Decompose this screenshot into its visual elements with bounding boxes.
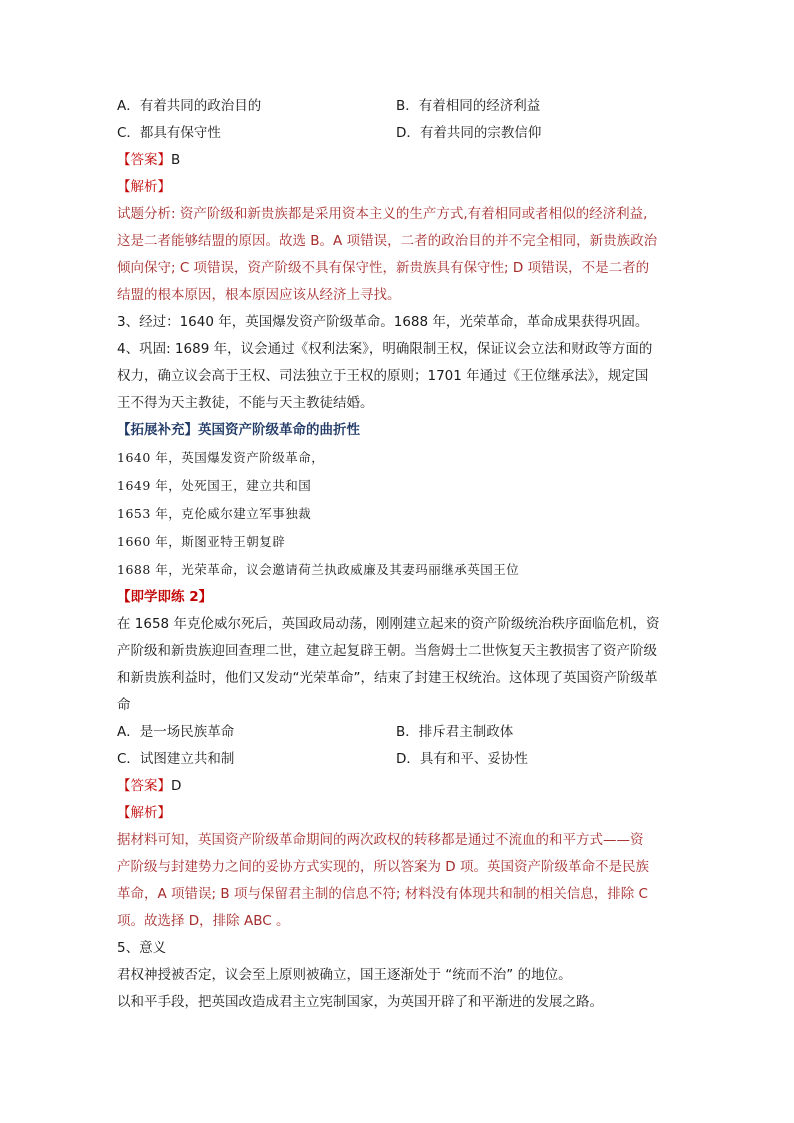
q1-option-a: A．有着共同的政治目的 xyxy=(117,98,262,114)
item-4 xyxy=(117,336,677,417)
q2-option-c: C．试图建立共和制 xyxy=(117,751,235,767)
supplement-list xyxy=(117,444,677,584)
q2-stem xyxy=(117,611,677,719)
analysis-line: 结盟的根本原因，根本原因应该从经济上寻找。 xyxy=(117,287,401,303)
q2-stem-line: 命 xyxy=(117,697,131,713)
supplement-line: 1660 年，斯图亚特王朝复辟 xyxy=(117,534,286,549)
q2-options-row-1 xyxy=(117,719,677,746)
q2-analysis-tag: 【解析】 xyxy=(117,805,171,821)
q2-title: 【即学即练 2】 xyxy=(117,589,213,605)
item-4-line: 4、巩固: 1689 年，议会通过《权利法案》，明确限制王权，保证议会立法和财政等方面的 xyxy=(117,341,653,357)
q1-option-d: D．有着共同的宗教信仰 xyxy=(396,125,542,141)
q2-option-d: D．具有和平、妥协性 xyxy=(396,751,528,767)
analysis-line: 产阶级与封建势力之间的妥协方式实现的，所以答案为 D 项。英国资产阶级革命不是民族 xyxy=(117,859,649,875)
q1-option-b: B．有着相同的经济利益 xyxy=(396,98,541,114)
q1-answer xyxy=(117,147,677,174)
q1-options-row-1 xyxy=(117,93,677,120)
q2-options-row-2 xyxy=(117,746,677,773)
analysis-line: 项。故选择 D，排除 ABC 。 xyxy=(117,913,290,929)
supplement-line: 1649 年，处死国王，建立共和国 xyxy=(117,478,312,493)
q1-options-row-2 xyxy=(117,120,677,147)
item-4-line: 王不得为天主教徒，不能与天主教徒结婚。 xyxy=(117,395,374,411)
answer-tag: 【答案】 xyxy=(117,778,171,794)
q2-stem-line: 在 1658 年克伦威尔死后，英国政局动荡，刚刚建立起来的资产阶级统治秩序面临危机，资 xyxy=(117,616,660,632)
answer-tag: 【答案】 xyxy=(117,152,171,168)
document-page xyxy=(117,93,677,1016)
q2-stem-line: 和新贵族利益时，他们又发动“光荣革命”，结束了封建王权统治。这体现了英国资产阶级革 xyxy=(117,670,658,686)
q2-option-b: B．排斥君主制政体 xyxy=(396,724,514,740)
analysis-line: 这是二者能够结盟的原因。故选 B。A 项错误，二者的政治目的并不完全相同，新贵族政治 xyxy=(117,233,658,249)
analysis-line: 革命，A 项错误; B 项与保留君主制的信息不符; 材料没有体现共和制的相关信息，排除 C xyxy=(117,886,648,902)
analysis-line: 倾向保守; C 项错误，资产阶级不具有保守性，新贵族具有保守性; D 项错误，不是二者的 xyxy=(117,260,650,276)
analysis-line: 试题分析: 资产阶级和新贵族都是采用资本主义的生产方式,有着相同或者相似的经济利益, xyxy=(117,206,648,222)
item-5-line: 君权神授被否定，议会至上原则被确立，国王逐渐处于 “统而不治” 的地位。 xyxy=(117,967,572,983)
item-3: 3、经过：1640 年，英国爆发资产阶级革命。1688 年，光荣革命，革命成果获得巩固。 xyxy=(117,314,649,330)
answer-value: B xyxy=(171,152,181,168)
supplement-title: 【拓展补充】英国资产阶级革命的曲折性 xyxy=(117,422,360,438)
item-4-line: 权力，确立议会高于王权、司法独立于王权的原则；1701 年通过《王位继承法》，规定国 xyxy=(117,368,649,384)
q2-answer xyxy=(117,773,677,800)
q2-stem-line: 产阶级和新贵族迎回查理二世，建立起复辟王朝。当詹姆士二世恢复天主教损害了资产阶级 xyxy=(117,643,657,659)
item-5-line: 以和平手段，把英国改造成君主立宪制国家，为英国开辟了和平渐进的发展之路。 xyxy=(117,994,603,1010)
q1-analysis xyxy=(117,201,677,309)
item-5-title: 5、意义 xyxy=(117,940,167,956)
q2-option-a: A．是一场民族革命 xyxy=(117,724,235,740)
answer-value: D xyxy=(171,778,182,794)
supplement-line: 1640 年，英国爆发资产阶级革命， xyxy=(117,450,325,465)
supplement-line: 1688 年，光荣革命，议会邀请荷兰执政威廉及其妻玛丽继承英国王位 xyxy=(117,562,520,577)
q2-analysis xyxy=(117,827,677,935)
supplement-line: 1653 年，克伦威尔建立军事独裁 xyxy=(117,506,312,521)
q1-analysis-tag: 【解析】 xyxy=(117,179,171,195)
q1-option-c: C．都具有保守性 xyxy=(117,125,221,141)
analysis-line: 据材料可知，英国资产阶级革命期间的两次政权的转移都是通过不流血的和平方式——资 xyxy=(117,832,644,848)
